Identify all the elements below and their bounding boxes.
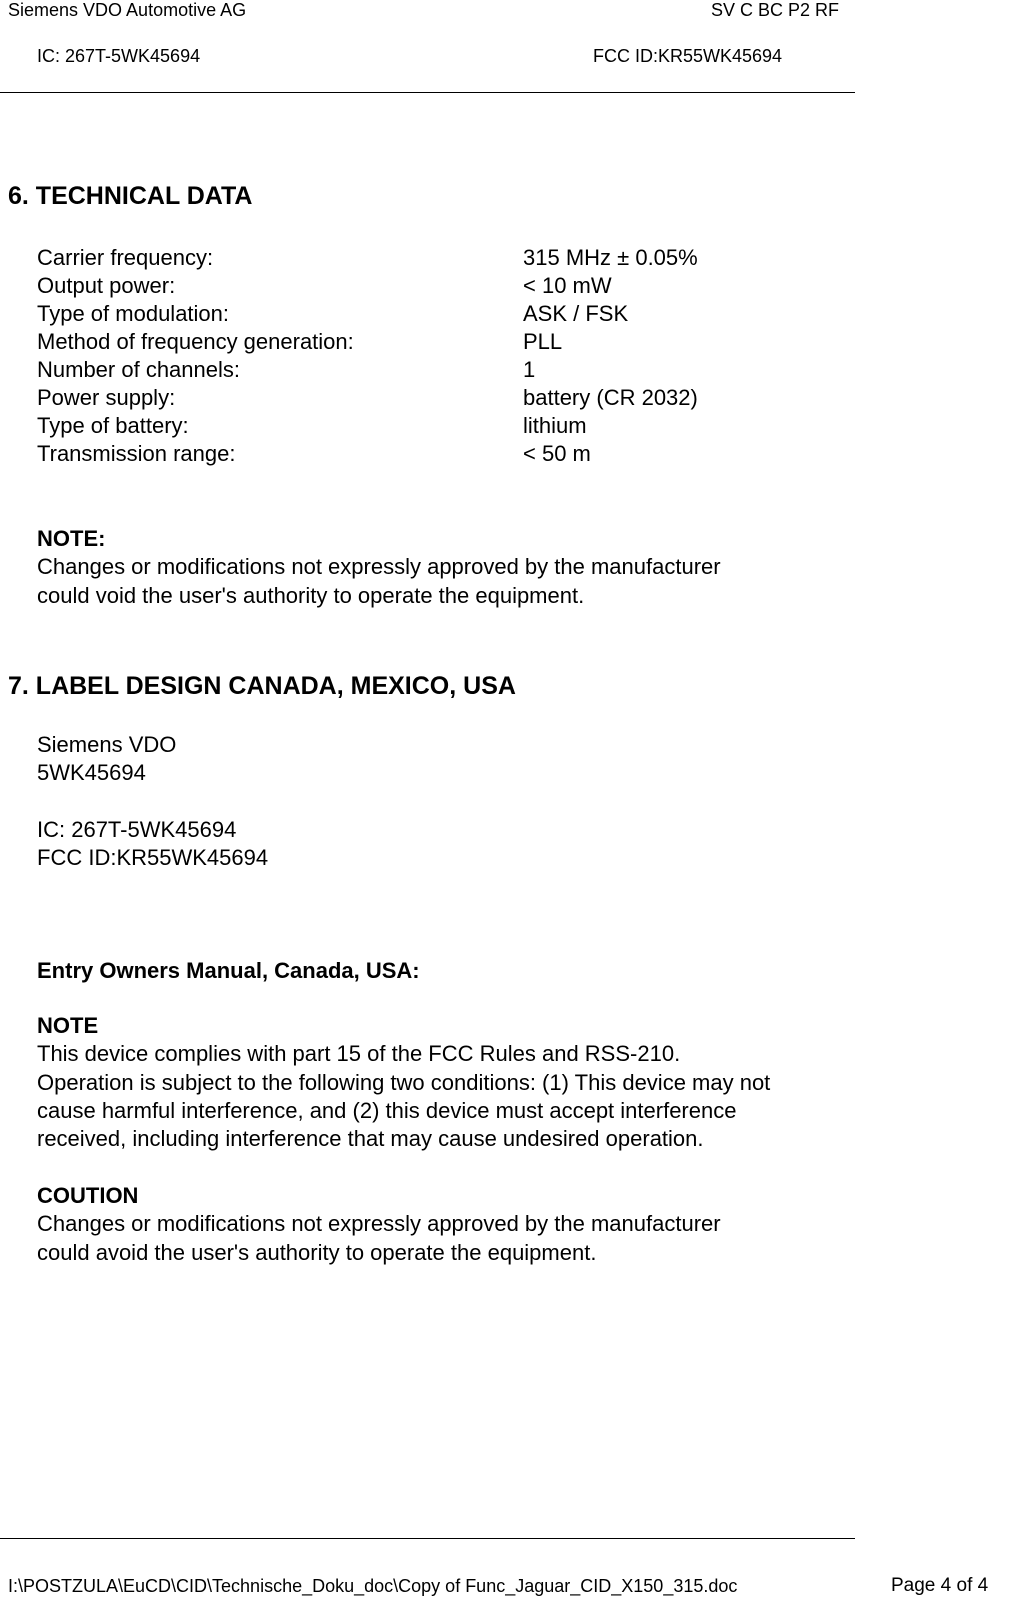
section7-title: 7. LABEL DESIGN CANADA, MEXICO, USA bbox=[8, 672, 516, 700]
label-line: 5WK45694 bbox=[37, 760, 146, 786]
manual-note bbox=[37, 1012, 857, 1153]
tech-value: ASK / FSK bbox=[523, 301, 629, 326]
tech-label: Type of modulation: bbox=[37, 301, 230, 326]
caution-line: Changes or modifications not expressly approved by the manufacturer bbox=[37, 1211, 721, 1237]
tech-row bbox=[37, 272, 837, 300]
manual-caution bbox=[37, 1182, 857, 1267]
label-id-lines bbox=[37, 816, 857, 873]
header-ic: IC: 267T-5WK45694 bbox=[37, 46, 201, 66]
tech-row bbox=[37, 300, 837, 328]
label-design-lines bbox=[37, 731, 857, 788]
footer-page-number: Page 4 of 4 bbox=[891, 1575, 989, 1596]
label-fcc: FCC ID:KR55WK45694 bbox=[37, 845, 269, 871]
tech-row bbox=[37, 440, 837, 468]
header-divider bbox=[0, 92, 855, 93]
tech-label: Number of channels: bbox=[37, 357, 240, 382]
tech-value: 315 MHz ± 0.05% bbox=[523, 245, 698, 270]
tech-row bbox=[37, 328, 837, 356]
label-ic: IC: 267T-5WK45694 bbox=[37, 817, 237, 842]
tech-row bbox=[37, 356, 837, 384]
section6-note bbox=[37, 525, 857, 610]
tech-label: Method of frequency generation: bbox=[37, 329, 354, 354]
tech-label: Power supply: bbox=[37, 385, 176, 410]
tech-label: Output power: bbox=[37, 273, 176, 298]
header-fcc: FCC ID:KR55WK45694 bbox=[593, 46, 783, 66]
footer-path: I:\POSTZULA\EuCD\CID\Technische_Doku_doc\Copy of Func_Jaguar_CID_X150_315.doc bbox=[8, 1576, 738, 1596]
header-department: SV C BC P2 RF bbox=[711, 0, 840, 20]
tech-value: < 10 mW bbox=[523, 273, 612, 298]
tech-value: 1 bbox=[523, 357, 536, 382]
label-line: Siemens VDO bbox=[37, 732, 177, 757]
tech-value: PLL bbox=[523, 329, 563, 354]
tech-row bbox=[37, 412, 837, 440]
tech-value: < 50 m bbox=[523, 441, 591, 466]
footer-divider bbox=[0, 1538, 855, 1539]
tech-value: lithium bbox=[523, 413, 587, 438]
note-heading: NOTE: bbox=[37, 526, 106, 551]
tech-label: Transmission range: bbox=[37, 441, 236, 466]
caution-line: could avoid the user's authority to operate the equipment. bbox=[37, 1239, 597, 1265]
header-company: Siemens VDO Automotive AG bbox=[8, 0, 247, 20]
manual-heading: Entry Owners Manual, Canada, USA: bbox=[37, 958, 420, 983]
tech-row bbox=[37, 244, 837, 272]
note-line: could void the user's authority to operate the equipment. bbox=[37, 582, 585, 608]
caution-heading: COUTION bbox=[37, 1183, 139, 1208]
manual-note-heading: NOTE bbox=[37, 1013, 99, 1038]
manual-note-line: This device complies with part 15 of the FCC Rules and RSS-210. bbox=[37, 1041, 681, 1067]
tech-value: battery (CR 2032) bbox=[523, 385, 698, 410]
manual-note-line: cause harmful interference, and (2) this device must accept interference bbox=[37, 1097, 737, 1123]
section6-title: 6. TECHNICAL DATA bbox=[8, 182, 253, 210]
tech-row bbox=[37, 384, 837, 412]
manual-note-line: received, including interference that may cause undesired operation. bbox=[37, 1126, 704, 1152]
tech-label: Type of battery: bbox=[37, 413, 189, 438]
manual-note-line: Operation is subject to the following two conditions: (1) This device may not bbox=[37, 1069, 771, 1095]
note-line: Changes or modifications not expressly approved by the manufacturer bbox=[37, 554, 721, 580]
tech-label: Carrier frequency: bbox=[37, 245, 214, 270]
